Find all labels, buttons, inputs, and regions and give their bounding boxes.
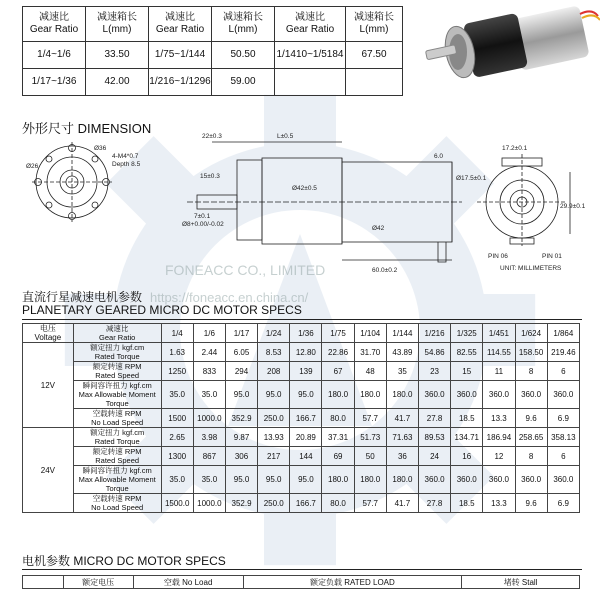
value-cell: 41.7: [386, 494, 418, 513]
ratio-cell: 1/6: [193, 324, 225, 343]
value-cell: 250.0: [258, 494, 290, 513]
param-en: Rated Speed: [95, 371, 140, 380]
watermark-company: FONEACC CO., LIMITED: [165, 262, 326, 278]
header-en: Gear Ratio: [155, 24, 205, 35]
value-cell: 8: [515, 447, 547, 466]
param-cn: 瞬间容许扭力 kgf.cm: [82, 466, 152, 475]
value-cell: 352.9: [225, 494, 257, 513]
planetary-title-en: PLANETARY GEARED MICRO DC MOTOR SPECS: [22, 303, 302, 317]
value-cell: 360.0: [515, 466, 547, 494]
header-en: L(mm): [228, 24, 258, 35]
table-cell: 1/216~1/1296: [149, 69, 212, 96]
param-cn: 瞬间容许扭力 kgf.cm: [82, 381, 152, 390]
value-cell: 37.31: [322, 428, 354, 447]
param-cn: 额定扭力 kgf.cm: [90, 428, 145, 437]
table-row: [23, 362, 580, 381]
value-cell: 36: [386, 447, 418, 466]
micro-title: 电机参数 MICRO DC MOTOR SPECS: [22, 554, 226, 568]
dim-d299: 29.9±0.1: [560, 203, 586, 210]
table-row: [23, 576, 580, 589]
value-cell: 82.55: [451, 343, 483, 362]
value-cell: 57.7: [354, 494, 386, 513]
table-cell: 33.50: [86, 42, 149, 69]
value-cell: 360.0: [451, 466, 483, 494]
value-cell: 80.0: [322, 409, 354, 428]
value-cell: 6.9: [547, 409, 579, 428]
value-cell: 114.55: [483, 343, 515, 362]
param-en: Rated Torque: [94, 437, 140, 446]
param-en: No Load Speed: [91, 418, 144, 427]
value-cell: 8.53: [258, 343, 290, 362]
table-cell: 59.00: [212, 69, 275, 96]
value-cell: 20.89: [290, 428, 322, 447]
value-cell: 1000.0: [193, 409, 225, 428]
dim-d42: Ø42±0.5: [292, 185, 317, 192]
param-cn: 额定转速 RPM: [92, 362, 142, 371]
dim-d26: Ø26: [26, 163, 39, 170]
dim-d36: Ø36: [94, 145, 107, 152]
table-cell: 1/75~1/144: [149, 42, 212, 69]
pin-01-label: PIN 01: [542, 253, 562, 260]
dimension-title: 外形尺寸 DIMENSION: [22, 121, 152, 136]
ratio-header-cn: 减速比: [105, 324, 129, 333]
value-cell: 360.0: [418, 466, 450, 494]
dim-holes: 4-M4*0.7: [112, 153, 139, 160]
value-cell: 360.0: [547, 466, 579, 494]
planetary-specs-table: [22, 323, 580, 513]
dim-d6: 6.0: [434, 153, 444, 160]
value-cell: 180.0: [354, 466, 386, 494]
value-cell: 3.98: [193, 428, 225, 447]
header-cn: 减速比: [165, 12, 195, 23]
value-cell: 352.9: [225, 409, 257, 428]
dim-d15: 15±0.3: [200, 173, 220, 180]
spec-body: [23, 343, 580, 513]
param-en: Max Allowable Moment Torque: [78, 475, 156, 493]
value-cell: 180.0: [386, 381, 418, 409]
pin-06-label: PIN 06: [488, 253, 508, 260]
ratio-cell: 1/144: [386, 324, 418, 343]
value-cell: 2.65: [161, 428, 193, 447]
watermark-url: https://foneacc.en.china.cn/: [150, 290, 309, 305]
value-cell: 95.0: [290, 466, 322, 494]
ratio-cell: 1/624: [515, 324, 547, 343]
value-cell: 1500: [161, 409, 193, 428]
value-cell: 27.8: [418, 494, 450, 513]
table-row: [23, 343, 580, 362]
param-cn: 额定转速 RPM: [92, 447, 142, 456]
voltage-header-en: Voltage: [34, 333, 62, 342]
value-cell: 139: [290, 362, 322, 381]
ratio-cell: 1/325: [451, 324, 483, 343]
dim-d60: 60.0±0.2: [372, 267, 398, 274]
value-cell: 41.7: [386, 409, 418, 428]
ratio-cell: 1/24: [258, 324, 290, 343]
divider: [22, 319, 582, 320]
value-cell: 18.5: [451, 409, 483, 428]
stall-header: 堵转 Stall: [462, 576, 580, 589]
value-cell: 69: [322, 447, 354, 466]
value-cell: 180.0: [386, 466, 418, 494]
value-cell: 80.0: [322, 494, 354, 513]
value-cell: 95.0: [290, 381, 322, 409]
value-cell: 54.86: [418, 343, 450, 362]
dim-d22: 22±0.3: [202, 133, 222, 140]
value-cell: 9.6: [515, 409, 547, 428]
value-cell: 43.89: [386, 343, 418, 362]
header-en: Gear Ratio: [29, 24, 79, 35]
value-cell: 18.5: [451, 494, 483, 513]
voltage-header-cn: 电压: [39, 324, 56, 333]
value-cell: 144: [290, 447, 322, 466]
param-en: No Load Speed: [91, 503, 144, 512]
value-cell: 27.8: [418, 409, 450, 428]
value-cell: 71.63: [386, 428, 418, 447]
table-cell: 1/4~1/6: [23, 42, 86, 69]
header-en: Gear Ratio: [285, 24, 335, 35]
param-cn: 空载转速 RPM: [92, 409, 142, 418]
value-cell: 166.7: [290, 494, 322, 513]
no-load-header: 空载 No Load: [133, 576, 243, 589]
value-cell: 360.0: [483, 381, 515, 409]
ratio-header-en: Gear Ratio: [99, 333, 136, 342]
value-cell: 13.93: [258, 428, 290, 447]
value-cell: 35.0: [193, 381, 225, 409]
table-row: [23, 428, 580, 447]
value-cell: 186.94: [483, 428, 515, 447]
value-cell: 360.0: [451, 381, 483, 409]
value-cell: 306: [225, 447, 257, 466]
value-cell: 95.0: [225, 381, 257, 409]
value-cell: 833: [193, 362, 225, 381]
table-cell: 50.50: [212, 42, 275, 69]
value-cell: 16: [451, 447, 483, 466]
ratio-cell: 1/36: [290, 324, 322, 343]
value-cell: 6.05: [225, 343, 257, 362]
value-cell: 50: [354, 447, 386, 466]
value-cell: 13.3: [483, 494, 515, 513]
value-cell: 95.0: [225, 466, 257, 494]
header-en: L(mm): [102, 24, 132, 35]
planetary-title-cn: 直流行星减速电机参数: [22, 290, 143, 304]
header-cn: 减速箱长: [223, 12, 263, 23]
gear-motor-photo: [420, 4, 600, 90]
value-cell: 180.0: [322, 381, 354, 409]
value-cell: 1.63: [161, 343, 193, 362]
ratio-cell: 1/4: [161, 324, 193, 343]
table-cell: [346, 69, 403, 96]
ratio-cell: 1/75: [322, 324, 354, 343]
value-cell: 2.44: [193, 343, 225, 362]
value-cell: 867: [193, 447, 225, 466]
value-cell: 158.50: [515, 343, 547, 362]
value-cell: 48: [354, 362, 386, 381]
value-cell: 67: [322, 362, 354, 381]
value-cell: 6: [547, 447, 579, 466]
value-cell: 1000.0: [193, 494, 225, 513]
dimension-drawing: [22, 130, 586, 280]
value-cell: 35.0: [161, 381, 193, 409]
value-cell: 208: [258, 362, 290, 381]
value-cell: 89.53: [418, 428, 450, 447]
table-row: [23, 409, 580, 428]
value-cell: 11: [483, 362, 515, 381]
dim-d7: 7±0.1: [194, 213, 211, 220]
param-en: Rated Speed: [95, 456, 140, 465]
value-cell: 134.71: [451, 428, 483, 447]
divider: [22, 569, 582, 570]
value-cell: 35.0: [193, 466, 225, 494]
value-cell: 57.7: [354, 409, 386, 428]
dim-depth: Depth 8.5: [112, 161, 141, 168]
value-cell: 35.0: [161, 466, 193, 494]
value-cell: 1300: [161, 447, 193, 466]
value-cell: 360.0: [483, 466, 515, 494]
table-cell: 1/17~1/36: [23, 69, 86, 96]
ratio-cell: 1/216: [418, 324, 450, 343]
value-cell: 95.0: [258, 381, 290, 409]
dim-d42b: Ø42: [372, 225, 385, 232]
dim-d175: Ø17.5±0.1: [456, 175, 487, 182]
value-cell: 217: [258, 447, 290, 466]
dim-d8: Ø8+0.00/-0.02: [182, 221, 224, 228]
voltage-cell: 12V: [23, 343, 74, 428]
value-cell: 166.7: [290, 409, 322, 428]
ratio-length-table: [22, 6, 403, 96]
value-cell: 23: [418, 362, 450, 381]
param-cn: 额定扭力 kgf.cm: [90, 343, 145, 352]
value-cell: 6: [547, 362, 579, 381]
value-cell: 180.0: [354, 381, 386, 409]
value-cell: 1250: [161, 362, 193, 381]
value-cell: 258.65: [515, 428, 547, 447]
value-cell: 1500.0: [161, 494, 193, 513]
table-row: [23, 381, 580, 409]
value-cell: 31.70: [354, 343, 386, 362]
value-cell: 95.0: [258, 466, 290, 494]
header-en: L(mm): [359, 24, 389, 35]
value-cell: 15: [451, 362, 483, 381]
value-cell: 360.0: [418, 381, 450, 409]
ratio-cell: 1/104: [354, 324, 386, 343]
value-cell: 8: [515, 362, 547, 381]
ratio-cell: 1/17: [225, 324, 257, 343]
value-cell: 51.73: [354, 428, 386, 447]
header-cn: 减速比: [295, 12, 325, 23]
value-cell: 360.0: [515, 381, 547, 409]
dim-l: L±0.5: [277, 133, 294, 140]
value-cell: 12.80: [290, 343, 322, 362]
param-cn: 空载转速 RPM: [92, 494, 142, 503]
value-cell: 13.3: [483, 409, 515, 428]
table-row: [23, 466, 580, 494]
header-cn: 减速箱长: [97, 12, 137, 23]
value-cell: 24: [418, 447, 450, 466]
value-cell: 294: [225, 362, 257, 381]
value-cell: 6.9: [547, 494, 579, 513]
header-cn: 减速比: [39, 12, 69, 23]
ratio-cell: 1/451: [483, 324, 515, 343]
table-cell: 67.50: [346, 42, 403, 69]
table-cell: 42.00: [86, 69, 149, 96]
table-cell: 1/1410~1/5184: [275, 42, 346, 69]
header-cn: 减速箱长: [354, 12, 394, 23]
voltage-cell: 24V: [23, 428, 74, 513]
param-en: Max Allowable Moment Torque: [78, 390, 156, 408]
table-row: [23, 42, 403, 69]
ratio-cell: 1/864: [547, 324, 579, 343]
rated-load-header: 额定负载 RATED LOAD: [243, 576, 462, 589]
value-cell: 35: [386, 362, 418, 381]
value-cell: 360.0: [547, 381, 579, 409]
table-row: [23, 7, 403, 42]
value-cell: 9.87: [225, 428, 257, 447]
param-en: Rated Torque: [94, 352, 140, 361]
table-row: [23, 494, 580, 513]
rated-voltage-header: 额定电压: [63, 576, 133, 589]
table-row: [23, 447, 580, 466]
table-cell: [275, 69, 346, 96]
value-cell: 250.0: [258, 409, 290, 428]
value-cell: 180.0: [322, 466, 354, 494]
table-row: [23, 324, 580, 343]
value-cell: 12: [483, 447, 515, 466]
value-cell: 22.86: [322, 343, 354, 362]
micro-specs-table: [22, 575, 580, 589]
value-cell: 9.6: [515, 494, 547, 513]
value-cell: 219.46: [547, 343, 579, 362]
table-row: [23, 69, 403, 96]
unit-label: UNIT: MILLIMETERS: [500, 265, 562, 272]
value-cell: 358.13: [547, 428, 579, 447]
dim-d172: 17.2±0.1: [502, 145, 528, 152]
